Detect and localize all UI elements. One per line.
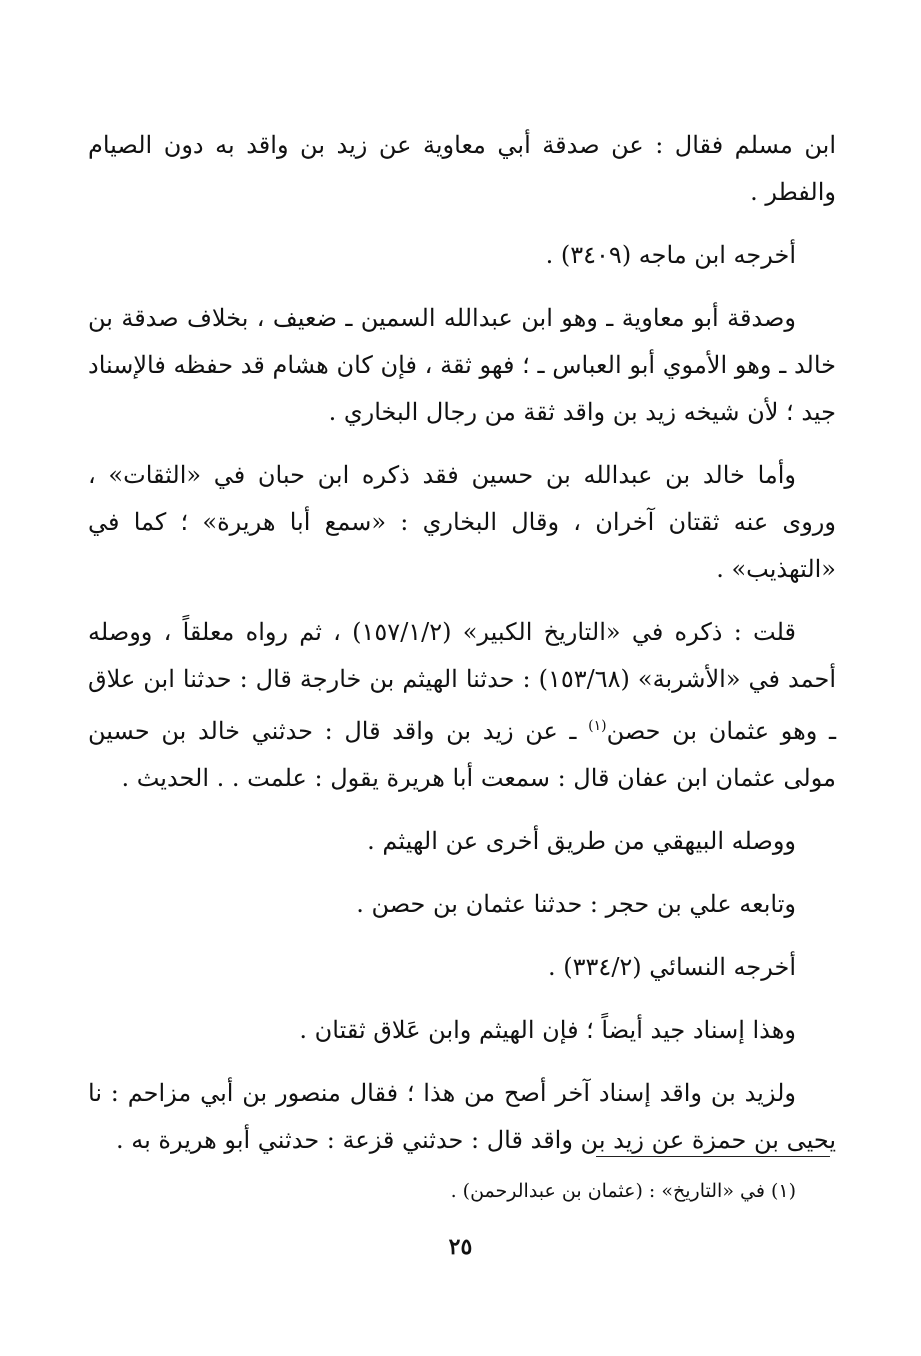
paragraph-6: ووصله البيهقي من طريق أخرى عن الهيثم . <box>367 827 796 855</box>
footnote <box>88 1175 836 1207</box>
paragraph-7: وتابعه علي بن حجر : حدثنا عثمان بن حصن . <box>356 890 796 918</box>
footnote-text: (١) في «التاريخ» : (عثمان بن عبدالرحمن) . <box>450 1180 796 1202</box>
paragraph-10: ولزيد بن واقد إسناد آخر أصح من هذا ؛ فقال منصور بن أبي مزاحم : نا يحيى بن حمزة عن زيد بن واقد قال : حدثني قزعة : حدثني أبو هريرة به . <box>88 1079 836 1154</box>
paragraph-9: وهذا إسناد جيد أيضاً ؛ فإن الهيثم وابن عَلاق ثقتان . <box>299 1016 796 1044</box>
paragraph-3: وصدقة أبو معاوية ـ وهو ابن عبدالله السمين ـ ضعيف ، بخلاف صدقة بن خالد ـ وهو الأموي أبو العباس ـ ؛ فهو ثقة ، فإن كان هشام قد حفظه فالإسناد جيد ؛ لأن شيخه زيد بن واقد ثقة من رجال البخاري . <box>88 304 836 426</box>
page-number: ٢٥ <box>448 1234 473 1260</box>
paragraph-2: أخرجه ابن ماجه (٣٤٠٩) . <box>545 241 796 269</box>
footnote-divider <box>596 1156 830 1157</box>
page-body <box>88 122 836 1180</box>
paragraph-5-text: قلت : ذكره في «التاريخ الكبير» (١٥٧/١/٢) ، ثم رواه معلقاً ، ووصله أحمد في «الأشربة» (١٥٣/٦٨) : حدثنا الهيثم بن خارجة قال : حدثنا ابن علاق ـ وهو عثمان بن حصن <box>88 618 837 745</box>
paragraph-5-continuation: ـ عن زيد بن واقد قال : حدثني خالد بن حسين مولى عثمان ابن عفان قال : سمعت أبا هريرة يقول : علمت . . الحديث . <box>88 717 836 792</box>
paragraph-8: أخرجه النسائي (٣٣٤/٢) . <box>548 953 796 981</box>
paragraph-1: ابن مسلم فقال : عن صدقة أبي معاوية عن زيد بن واقد به دون الصيام والفطر . <box>88 131 836 206</box>
footnote-reference: (١) <box>588 718 607 734</box>
paragraph-4: وأما خالد بن عبدالله بن حسين فقد ذكره ابن حبان في «الثقات» ، وروى عنه ثقتان آخران ، وقال البخاري : «سمع أبا هريرة» ؛ كما في «التهذيب» . <box>88 461 836 583</box>
paragraph-5 <box>88 609 836 802</box>
